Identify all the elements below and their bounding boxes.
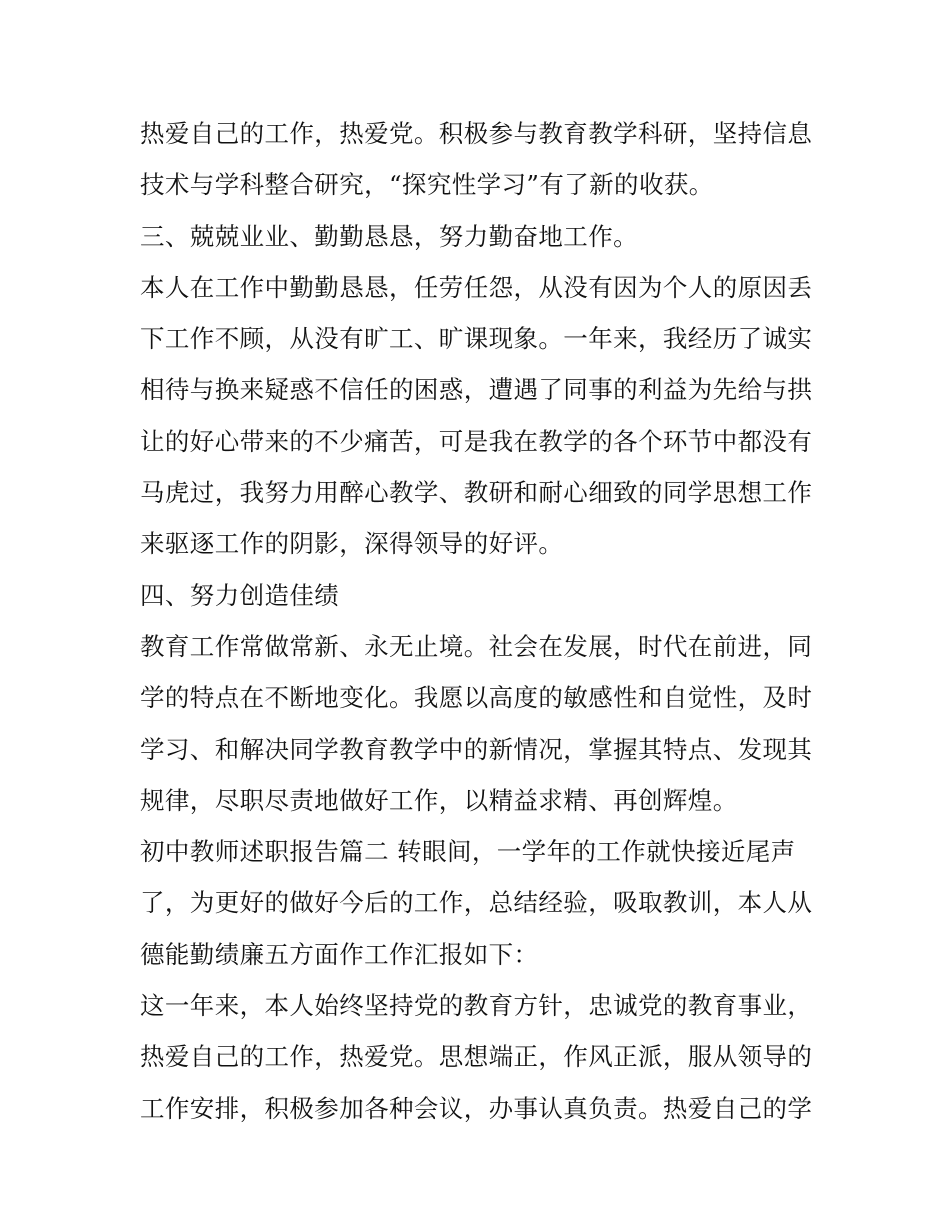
text-line: 学的特点在不断地变化。我愿以高度的敏感性和自觉性，及时 — [140, 683, 813, 713]
text-line: 热爱自己的工作，热爱党。思想端正，作风正派，服从领导的 — [140, 1042, 813, 1072]
text-line: 了，为更好的做好今后的工作，总结经验，吸取教训，本人从 — [140, 888, 813, 918]
text-line: 下工作不顾，从没有旷工、旷课现象。一年来，我经历了诚实 — [140, 324, 813, 354]
text-line: 马虎过，我努力用醉心教学、教研和耐心细致的同学思想工作 — [140, 478, 813, 508]
text-line: 技术与学科整合研究，“探究性学习”有了新的收获。 — [140, 170, 714, 200]
section-heading: 三、兢兢业业、勤勤恳恳，努力勤奋地工作。 — [140, 221, 638, 251]
text-line: 工作安排，积极参加各种会议，办事认真负责。热爱自己的学 — [140, 1093, 813, 1123]
text-line: 规律，尽职尽责地做好工作，以精益求精、再创辉煌。 — [140, 785, 738, 815]
text-line: 相待与换来疑惑不信任的困惑，遭遇了同事的利益为先给与拱 — [140, 375, 813, 405]
text-line: 教育工作常做常新、永无止境。社会在发展，时代在前进，同 — [140, 631, 813, 661]
document-body — [140, 108, 815, 1134]
text-line: 初中教师述职报告篇二 转眼间，一学年的工作就快接近尾声 — [140, 837, 796, 867]
text-line: 来驱逐工作的阴影，深得领导的好评。 — [140, 529, 564, 559]
text-line: 德能勤绩廉五方面作工作汇报如下： — [140, 939, 539, 969]
section-heading: 四、努力创造佳绩 — [140, 580, 340, 610]
text-line: 这一年来，本人始终坚持党的教育方针，忠诚党的教育事业， — [140, 991, 813, 1021]
text-line: 热爱自己的工作，热爱党。积极参与教育教学科研，坚持信息 — [140, 119, 813, 148]
text-line: 让的好心带来的不少痛苦，可是我在教学的各个环节中都没有 — [140, 426, 813, 456]
text-line: 本人在工作中勤勤恳恳，任劳任怨，从没有因为个人的原因丢 — [140, 272, 813, 302]
text-line: 学习、和解决同学教育教学中的新情况，掌握其特点、发现其 — [140, 734, 813, 764]
